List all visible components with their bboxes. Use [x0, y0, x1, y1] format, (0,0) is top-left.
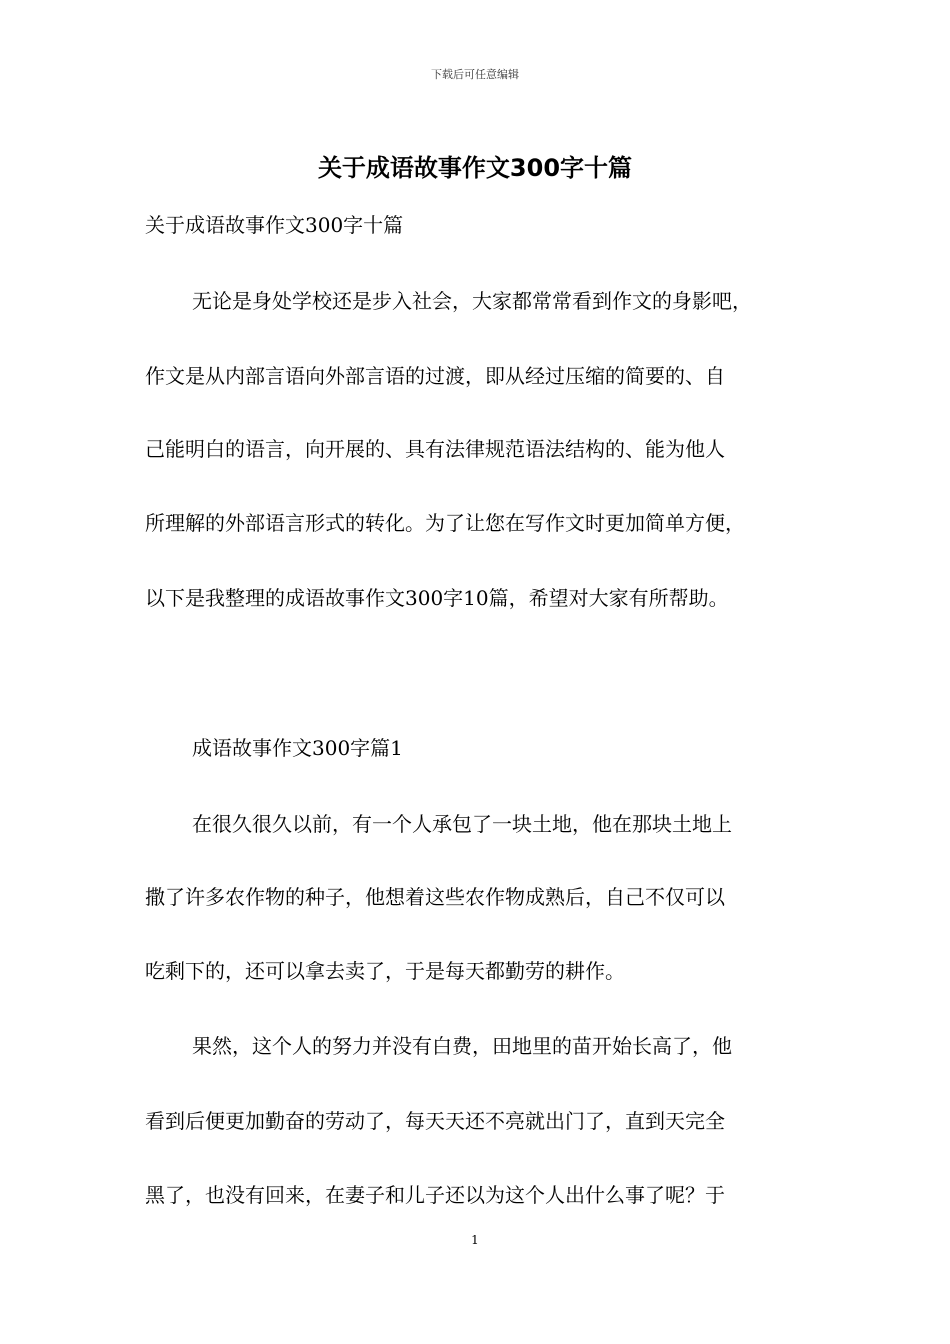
paragraph-line: 黑了，也没有回来，在妻子和儿子还以为这个人出什么事了呢？于 [145, 1183, 725, 1207]
intro-line: 所理解的外部语言形式的转化。为了让您在写作文时更加简单方便， [145, 511, 745, 535]
paragraph-line: 看到后便更加勤奋的劳动了，每天天还不亮就出门了，直到天完全 [145, 1109, 725, 1133]
document-title: 关于成语故事作文300字十篇 [317, 154, 633, 182]
intro-line: 以下是我整理的成语故事作文300字10篇，希望对大家有所帮助。 [145, 586, 729, 610]
paragraph-line: 在很久很久以前，有一个人承包了一块土地，他在那块土地上 [192, 812, 732, 836]
intro-line: 无论是身处学校还是步入社会，大家都常常看到作文的身影吧， [192, 289, 752, 313]
header-note: 下载后可任意编辑 [431, 68, 519, 81]
intro-line: 作文是从内部言语向外部言语的过渡，即从经过压缩的简要的、自 [145, 364, 725, 388]
paragraph-line: 撒了许多农作物的种子，他想着这些农作物成熟后，自己不仅可以 [145, 885, 725, 909]
paragraph-line: 吃剩下的，还可以拿去卖了，于是每天都勤劳的耕作。 [145, 959, 625, 983]
section-heading: 成语故事作文300字篇1 [192, 736, 403, 760]
page-number: 1 [471, 1233, 479, 1247]
document-subtitle: 关于成语故事作文300字十篇 [145, 213, 404, 237]
intro-line: 己能明白的语言，向开展的、具有法律规范语法结构的、能为他人 [145, 437, 725, 461]
paragraph-line: 果然，这个人的努力并没有白费，田地里的苗开始长高了，他 [192, 1034, 732, 1058]
